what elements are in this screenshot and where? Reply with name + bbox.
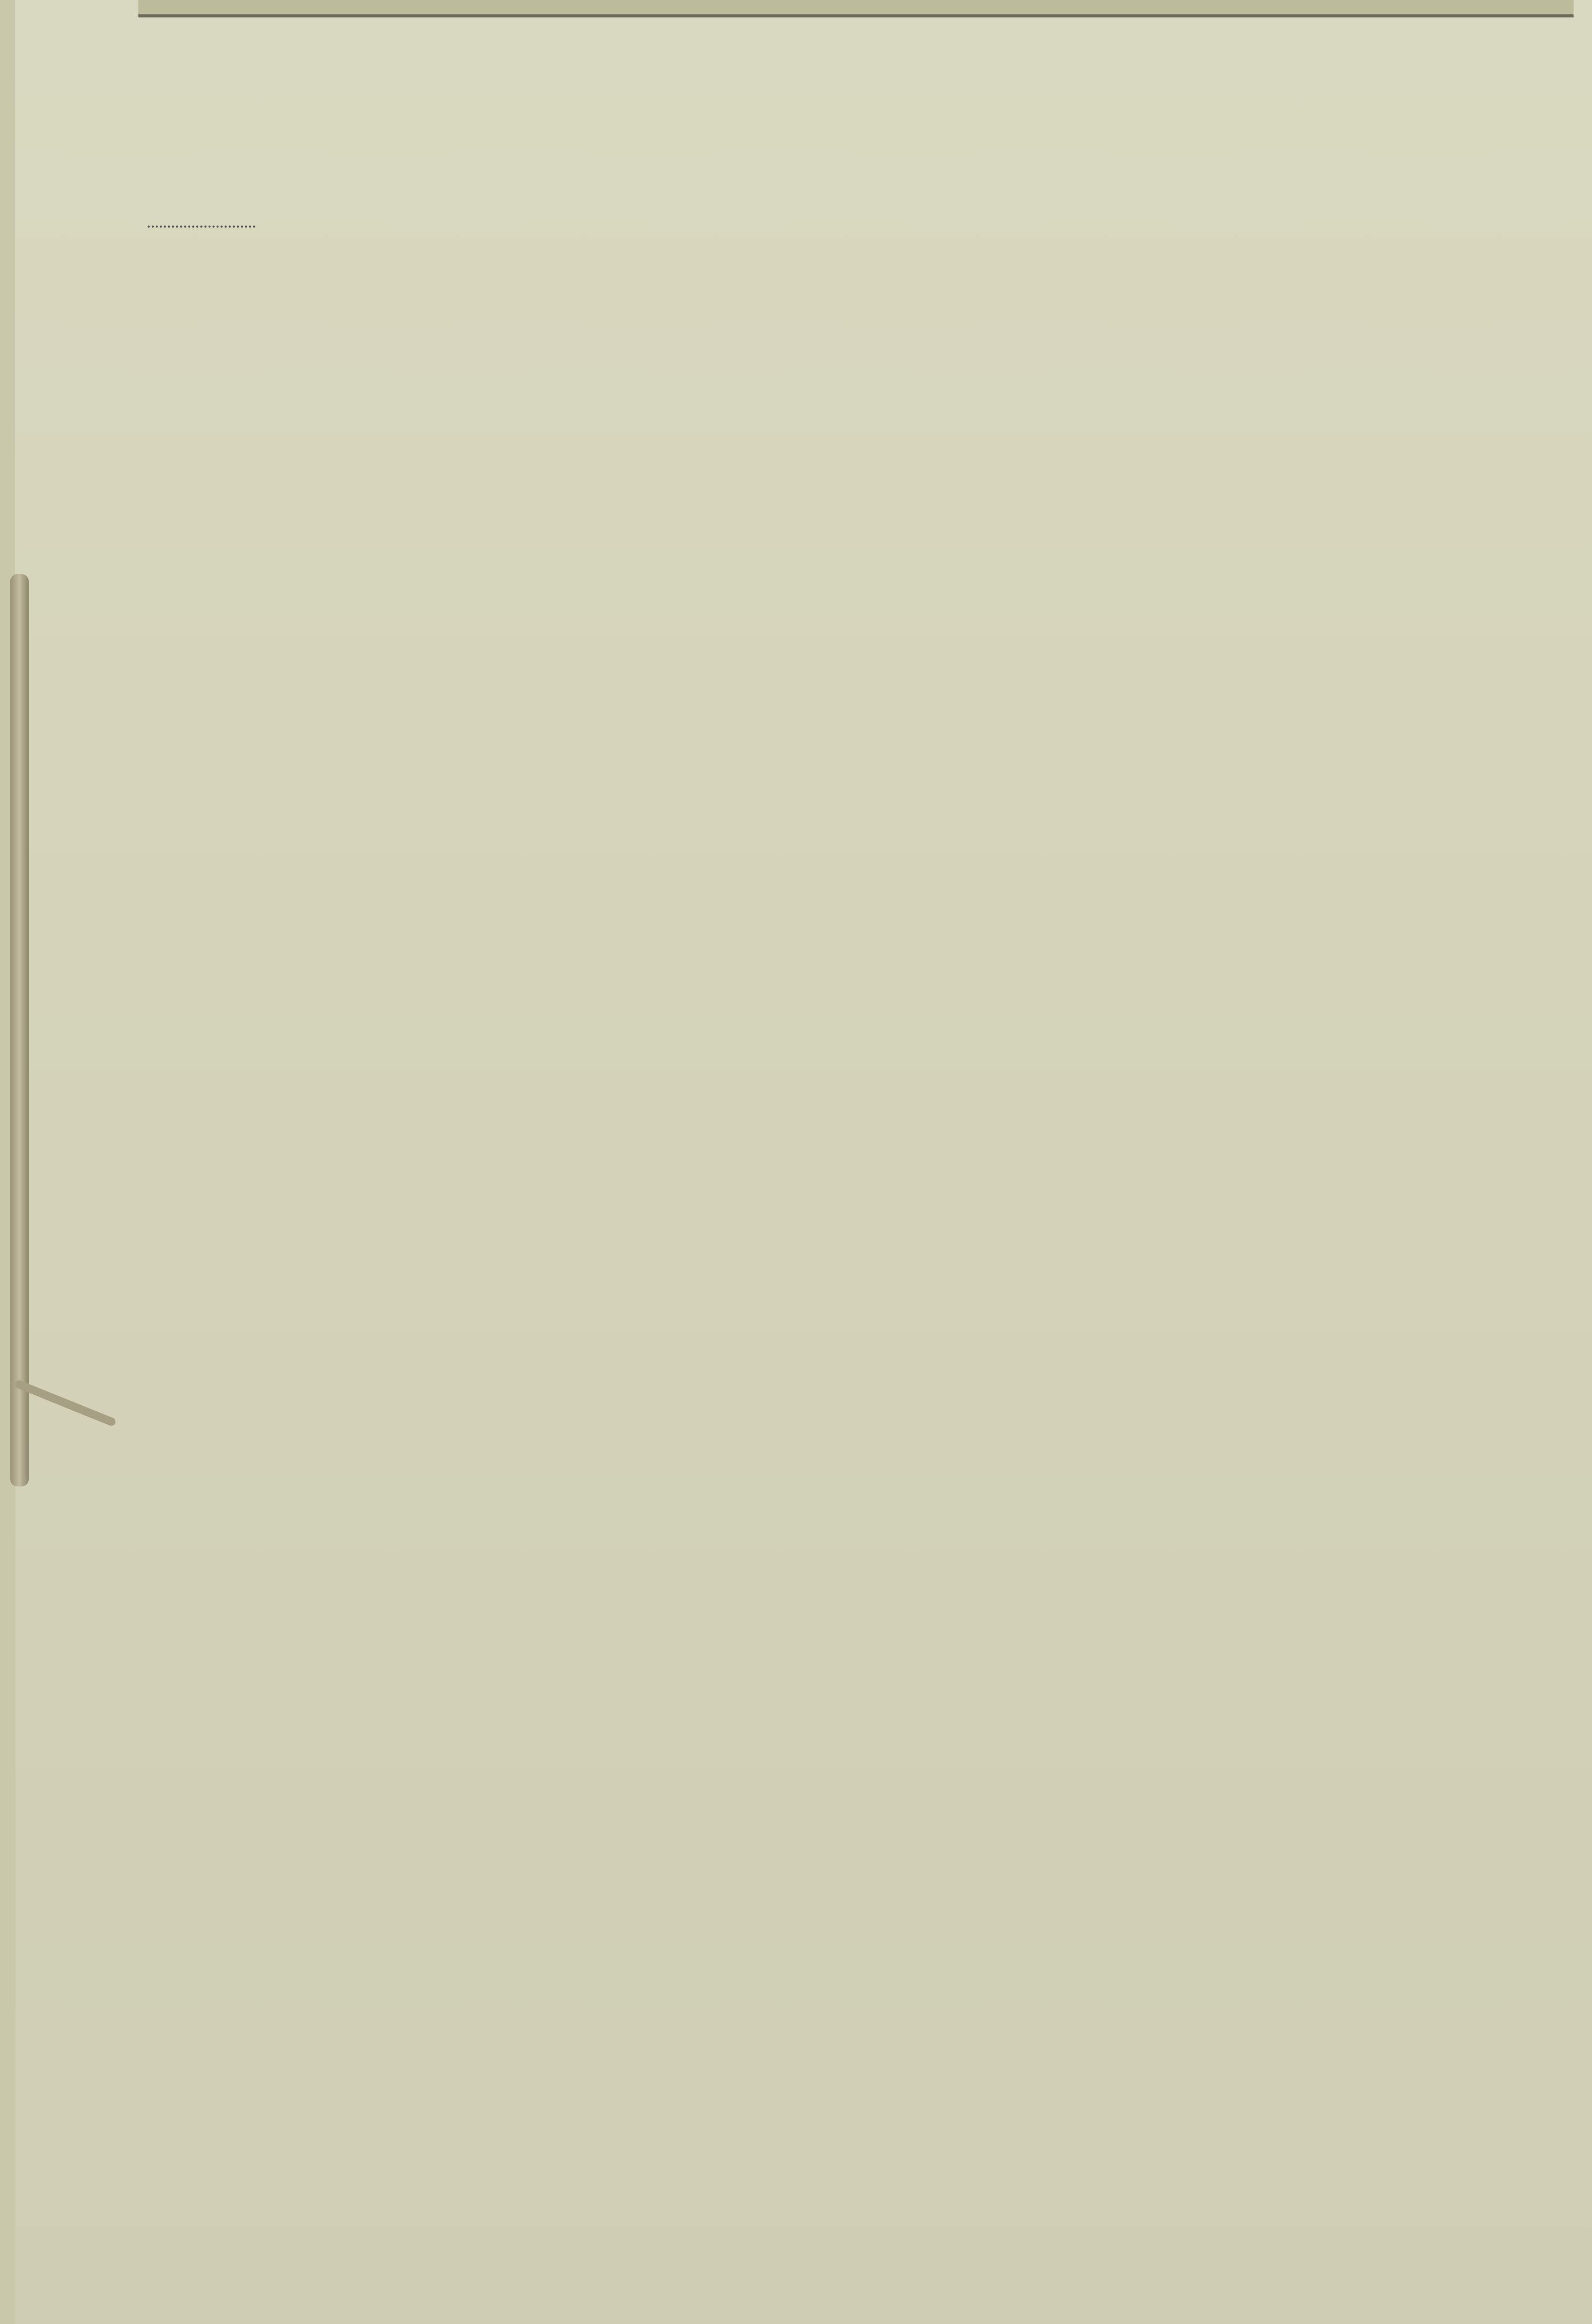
title-blank-line [148, 226, 255, 228]
binding-spine [10, 574, 29, 1486]
top-binding-band [138, 0, 1574, 17]
paper-sheet [15, 0, 1592, 2324]
page-title [142, 205, 255, 234]
